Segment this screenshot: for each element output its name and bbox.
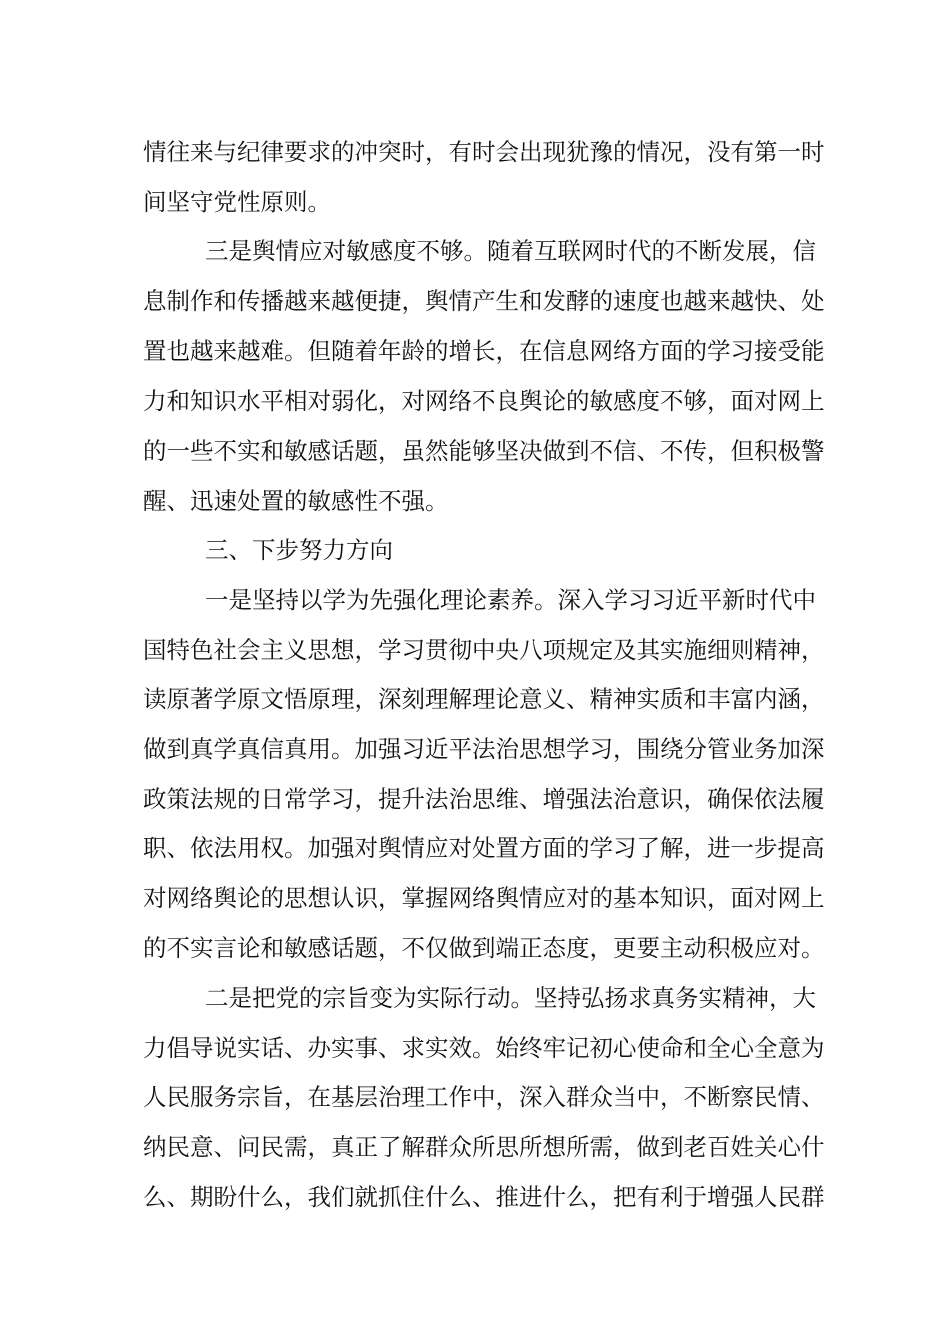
text-line: 置也越来越难。但随着年龄的增长，在信息网络方面的学习接受能 bbox=[143, 337, 825, 365]
text-line: 的不实言论和敏感话题，不仅做到端正态度，更要主动积极应对。 bbox=[143, 934, 825, 962]
text-line: 纳民意、问民需，真正了解群众所思所想所需，做到老百姓关心什 bbox=[143, 1133, 825, 1161]
text-line: 对网络舆论的思想认识，掌握网络舆情应对的基本知识，面对网上 bbox=[143, 884, 825, 912]
text-line: 国特色社会主义思想，学习贯彻中央八项规定及其实施细则精神， bbox=[143, 636, 825, 664]
paragraph-first-line: 二是把党的宗旨变为实际行动。坚持弘扬求真务实精神，大 bbox=[205, 984, 816, 1012]
text-line: 么、期盼什么，我们就抓住什么、推进什么，把有利于增强人民群 bbox=[143, 1183, 825, 1211]
text-line: 力倡导说实话、办实事、求实效。始终牢记初心使命和全心全意为 bbox=[143, 1034, 825, 1062]
section-heading: 三、下步努力方向 bbox=[205, 536, 393, 564]
text-line: 的一些不实和敏感话题，虽然能够坚决做到不信、不传，但积极警 bbox=[143, 437, 825, 465]
paragraph-first-line: 三是舆情应对敏感度不够。随着互联网时代的不断发展，信 bbox=[205, 237, 816, 265]
text-line: 人民服务宗旨，在基层治理工作中，深入群众当中，不断察民情、 bbox=[143, 1083, 825, 1111]
text-line: 间坚守党性原则。 bbox=[143, 188, 331, 216]
text-line: 情往来与纪律要求的冲突时，有时会出现犹豫的情况，没有第一时 bbox=[143, 138, 825, 166]
text-line: 政策法规的日常学习，提升法治思维、增强法治意识，确保依法履 bbox=[143, 785, 825, 813]
text-line: 读原著学原文悟原理，深刻理解理论意义、精神实质和丰富内涵， bbox=[143, 685, 825, 713]
text-line: 醒、迅速处置的敏感性不强。 bbox=[143, 487, 449, 515]
paragraph-first-line: 一是坚持以学为先强化理论素养。深入学习习近平新时代中 bbox=[205, 586, 816, 614]
text-line: 职、依法用权。加强对舆情应对处置方面的学习了解，进一步提高 bbox=[143, 834, 825, 862]
text-line: 息制作和传播越来越便捷，舆情产生和发酵的速度也越来越快、处 bbox=[143, 287, 825, 315]
text-line: 做到真学真信真用。加强习近平法治思想学习，围绕分管业务加深 bbox=[143, 735, 825, 763]
text-line: 力和知识水平相对弱化，对网络不良舆论的敏感度不够，面对网上 bbox=[143, 387, 825, 415]
